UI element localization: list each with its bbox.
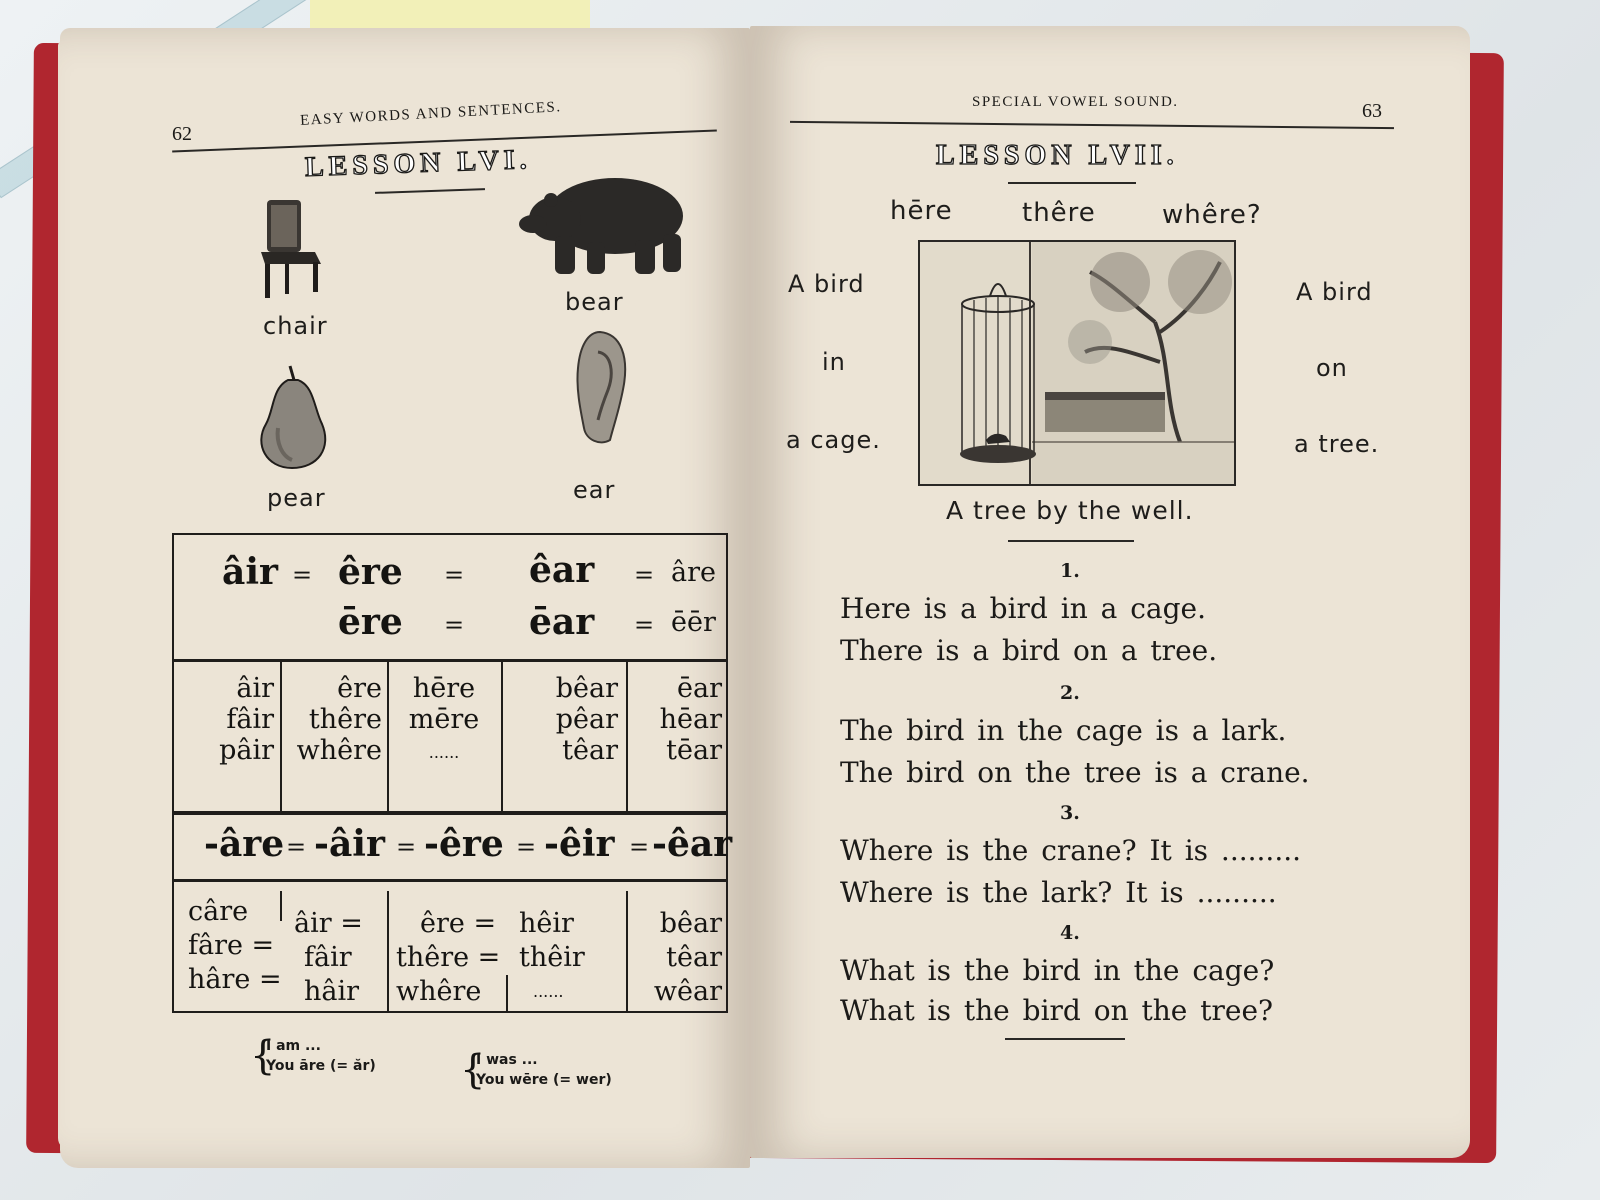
chart-b5 — [630, 907, 722, 1009]
right-page — [750, 26, 1470, 1158]
section-number: 3. — [1060, 802, 1080, 824]
chart-r3-ear: -êar — [652, 823, 733, 865]
chart-col2-word: whêre — [296, 735, 382, 766]
title-rule — [375, 188, 485, 193]
cage-tree-drawing — [920, 242, 1236, 486]
chart-b3 — [396, 907, 516, 1009]
brace-glyph: { — [250, 1033, 276, 1079]
sentence-line: What is the bird on the tree? — [840, 994, 1274, 1027]
running-head: EASY WORDS AND SENTENCES. — [299, 99, 562, 129]
label-a-bird-right: A bird — [1296, 278, 1373, 306]
sentence-line: What is the bird in the cage? — [840, 954, 1275, 987]
caption-pear: pear — [267, 484, 326, 512]
running-head: SPECIAL VOWEL SOUND. — [972, 94, 1179, 110]
page-number: 62 — [172, 123, 192, 145]
chart-col3-word: ...... — [428, 743, 460, 762]
chart-col3-word: mēre — [408, 704, 480, 735]
picture-caption: A tree by the well. — [946, 496, 1194, 525]
chart-col2-word: êre — [337, 673, 382, 704]
chart-col3-word: hēre — [412, 673, 476, 704]
chart-b5-word: têar — [666, 942, 722, 973]
chart-b1-word: câre — [188, 896, 249, 927]
section-number: 4. — [1060, 922, 1080, 944]
chart-b2-word: hâir — [304, 976, 360, 1007]
caption-ear: ear — [573, 476, 616, 504]
chart-r3-eir: -êir — [544, 823, 615, 865]
chart-col5-word: hēar — [659, 704, 722, 735]
note-line-1: I was ... — [476, 1052, 538, 1068]
chart-r3-ere: -êre — [424, 823, 504, 865]
chart-col-divider-1 — [280, 661, 282, 811]
chair-illustration — [255, 196, 325, 301]
chart-r3-eq: = — [286, 833, 307, 861]
pear-illustration — [248, 358, 338, 473]
ear-illustration — [570, 328, 630, 448]
sentence-line: There is a bird on a tree. — [840, 634, 1218, 667]
chart-col1 — [174, 673, 274, 766]
label-a-tree: a tree. — [1294, 430, 1380, 458]
word-here: hēre — [890, 196, 953, 226]
chart-r1-eq2: = — [444, 561, 465, 589]
chart-b1 — [188, 895, 298, 997]
chart-col4-word: pêar — [555, 704, 618, 735]
sentence-line: Here is a bird in a cage. — [840, 592, 1207, 625]
chart-col4-word: bêar — [555, 673, 618, 704]
chart-b3-word: whêre — [396, 976, 482, 1007]
vowel-chart — [172, 533, 733, 1013]
chart-col4 — [506, 673, 618, 766]
chart-b3-word: êre = — [420, 908, 497, 939]
chart-col2 — [284, 673, 382, 766]
chart-r3-are: -âre — [204, 823, 285, 865]
label-a-bird-left: A bird — [788, 270, 865, 298]
end-rule — [1005, 1038, 1125, 1040]
chart-b4-word: ...... — [533, 982, 564, 1001]
section-number: 2. — [1060, 682, 1080, 704]
chart-r1-air: âir — [222, 551, 278, 593]
note-line-1: I am ... — [266, 1038, 321, 1054]
chart-b4 — [519, 907, 619, 1009]
lesson-title: LESSON LVI. — [304, 144, 533, 183]
chart-r3-eq: = — [629, 833, 650, 861]
page-number: 63 — [1362, 100, 1382, 122]
chart-col2-word: thêre — [308, 704, 382, 735]
caption-rule — [1008, 540, 1134, 542]
chart-r3-air: -âir — [314, 823, 385, 865]
chart-r1-are: âre — [671, 557, 716, 588]
chart-r2-eer: ēēr — [671, 607, 716, 638]
chart-b2-word: fâir — [304, 942, 352, 973]
chart-r1-eq3: = — [634, 561, 655, 589]
chart-b1-word: fâre = — [188, 930, 275, 961]
chart-col3 — [392, 673, 496, 771]
chart-r1-ear: êar — [529, 549, 595, 591]
chart-r2-eq1: = — [444, 611, 465, 639]
caption-chair: chair — [263, 312, 328, 340]
chart-divider-1 — [174, 659, 726, 662]
chart-col5-word: ēar — [677, 673, 722, 704]
word-where: whêre? — [1162, 200, 1262, 230]
label-in: in — [822, 348, 846, 376]
chart-col1-word: âir — [236, 673, 274, 704]
chart-r3-eq: = — [396, 833, 417, 861]
chart-col-divider-3 — [501, 661, 503, 811]
chart-b2-word: âir = — [294, 908, 363, 939]
sentence-line: Where is the crane? It is ......... — [840, 834, 1302, 867]
chart-r2-eq2: = — [634, 611, 655, 639]
chart-col5 — [630, 673, 722, 766]
brace-glyph: { — [460, 1047, 486, 1093]
bear-illustration — [515, 164, 695, 279]
sentence-line: The bird on the tree is a crane. — [840, 756, 1310, 789]
chart-col5-word: tēar — [666, 735, 722, 766]
chart-col1-word: fâir — [226, 704, 274, 735]
chart-bottom-divider-4 — [626, 891, 628, 1011]
chart-b1-word: hâre = — [188, 964, 282, 995]
chart-b3-word: thêre = — [396, 942, 501, 973]
chart-col-divider-2 — [387, 661, 389, 811]
chart-b2 — [294, 907, 389, 1009]
chart-divider-2 — [174, 811, 726, 815]
cage-tree-illustration — [918, 240, 1236, 486]
note-line-2: You āre (= ăr) — [266, 1058, 376, 1074]
lesson-title: LESSON LVII. — [936, 140, 1179, 171]
chart-b5-word: wêar — [653, 976, 722, 1007]
chart-r3-eq: = — [516, 833, 537, 861]
word-there: thêre — [1022, 198, 1096, 228]
label-on: on — [1316, 354, 1348, 382]
chart-r1-eq1: = — [292, 561, 313, 589]
chart-b4-word: thêir — [519, 942, 585, 973]
header-rule — [790, 121, 1394, 129]
left-page — [60, 28, 750, 1168]
title-rule — [1008, 182, 1136, 184]
chart-col4-word: têar — [562, 735, 618, 766]
chart-col1-word: pâir — [219, 735, 274, 766]
sentence-line: The bird in the cage is a lark. — [840, 714, 1287, 747]
chart-r2-ere: ēre — [338, 601, 403, 643]
chart-divider-3 — [174, 879, 726, 882]
section-number: 1. — [1060, 560, 1080, 582]
chart-b4-word: hêir — [519, 908, 574, 939]
caption-bear: bear — [565, 288, 624, 316]
note-line-2: You wēre (= wer) — [476, 1072, 612, 1088]
chart-r1-ere: êre — [338, 551, 403, 593]
label-a-cage: a cage. — [786, 426, 881, 454]
chart-col-divider-4 — [626, 661, 628, 811]
sentence-line: Where is the lark? It is ......... — [840, 876, 1277, 909]
chart-b5-word: bêar — [659, 908, 722, 939]
chart-r2-ear: ēar — [529, 601, 595, 643]
